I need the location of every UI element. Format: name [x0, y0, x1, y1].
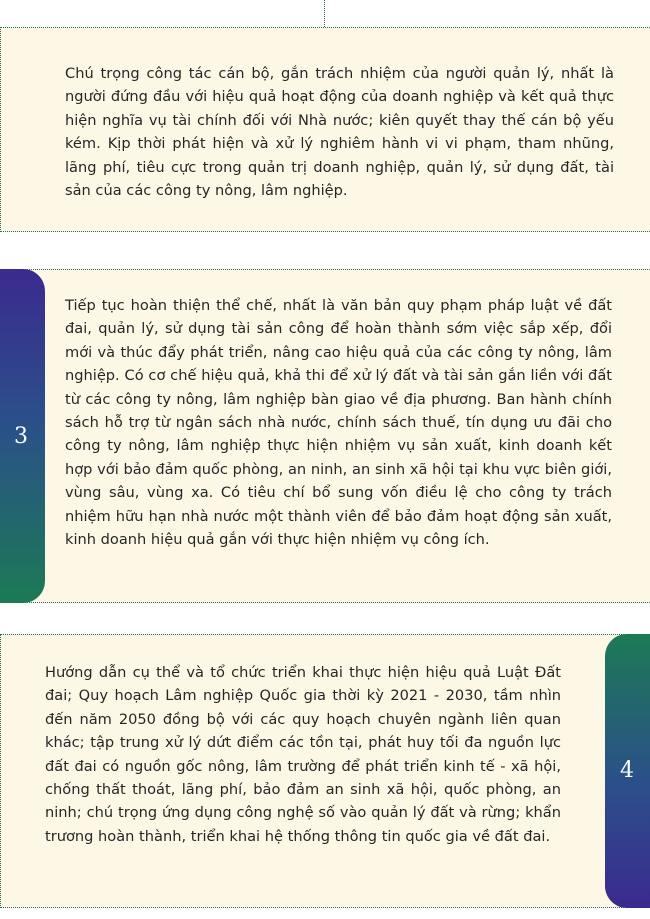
section-number-3: 3 [14, 424, 28, 449]
connector-line [324, 0, 325, 27]
section-box-4 [0, 634, 650, 908]
section-text: Hướng dẫn cụ thể và tổ chức triển khai thực hiện hiệu quả Luật Đất đai; Quy hoạch Lâm nghiệp Quốc gia thời kỳ 2021 - 2030, tầm nhìn đến năm 2050 đồng bộ với các quy hoạch chuyên ngành liên quan khác; tập trung xử lý dứt điểm các tồn tại, phát huy tối đa nguồn lực đất đai có nguồn gốc nông, lâm trường để phát triển kinh tế - xã hội, chống thất thoát, lãng phí, bảo đảm an sinh xã hội, quốc phòng, an ninh; chú trọng ứng dụng công nghệ số vào quản lý đất và rừng; khẩn trương hoàn thành, triển khai hệ thống thông tin quốc gia về đất đai. [45, 664, 561, 845]
section-number-4: 4 [620, 758, 634, 783]
section-text: Tiếp tục hoàn thiện thể chế, nhất là văn bản quy phạm pháp luật về đất đai, quản lý, sử dụng tài sản công để hoàn thành sớm việc sắp xếp, đổi mới và thúc đẩy phát triển, nâng cao hiệu quả của các công ty nông, lâm nghiệp. Có cơ chế hiệu quả, khả thi để xử lý đất và tài sản gắn liền với đất từ các công ty nông, lâm nghiệp bàn giao về địa phương. Ban hành chính sách hỗ trợ từ ngân sách nhà nước, chính sách thuế, tín dụng ưu đãi cho công ty nông, lâm nghiệp thực hiện nhiệm vụ sản xuất, kinh doanh kết hợp với bảo đảm quốc phòng, an ninh, an sinh xã hội tại khu vực biên giới, vùng sâu, vùng xa. Có tiêu chí bổ sung vốn điều lệ cho công ty trách nhiệm hữu hạn nhà nước một thành viên để bảo đảm hoạt động sản xuất, kinh doanh hiệu quả gắn với thực hiện nhiệm vụ công ích. [65, 297, 612, 549]
section-box-3 [0, 269, 650, 603]
section-box-2 [0, 27, 650, 232]
section-text: Chú trọng công tác cán bộ, gắn trách nhiệm của người quản lý, nhất là người đứng đầu với hiệu quả hoạt động của doanh nghiệp và kết quả thực hiện nghĩa vụ tài chính đối với Nhà nước; kiên quyết thay thế cán bộ yếu kém. Kịp thời phát hiện và xử lý nghiêm hành vi vi phạm, tham nhũng, lãng phí, tiêu cực trong quản trị doanh nghiệp, quản lý, sử dụng đất, tài sản của các công ty nông, lâm nghiệp. [65, 65, 614, 200]
